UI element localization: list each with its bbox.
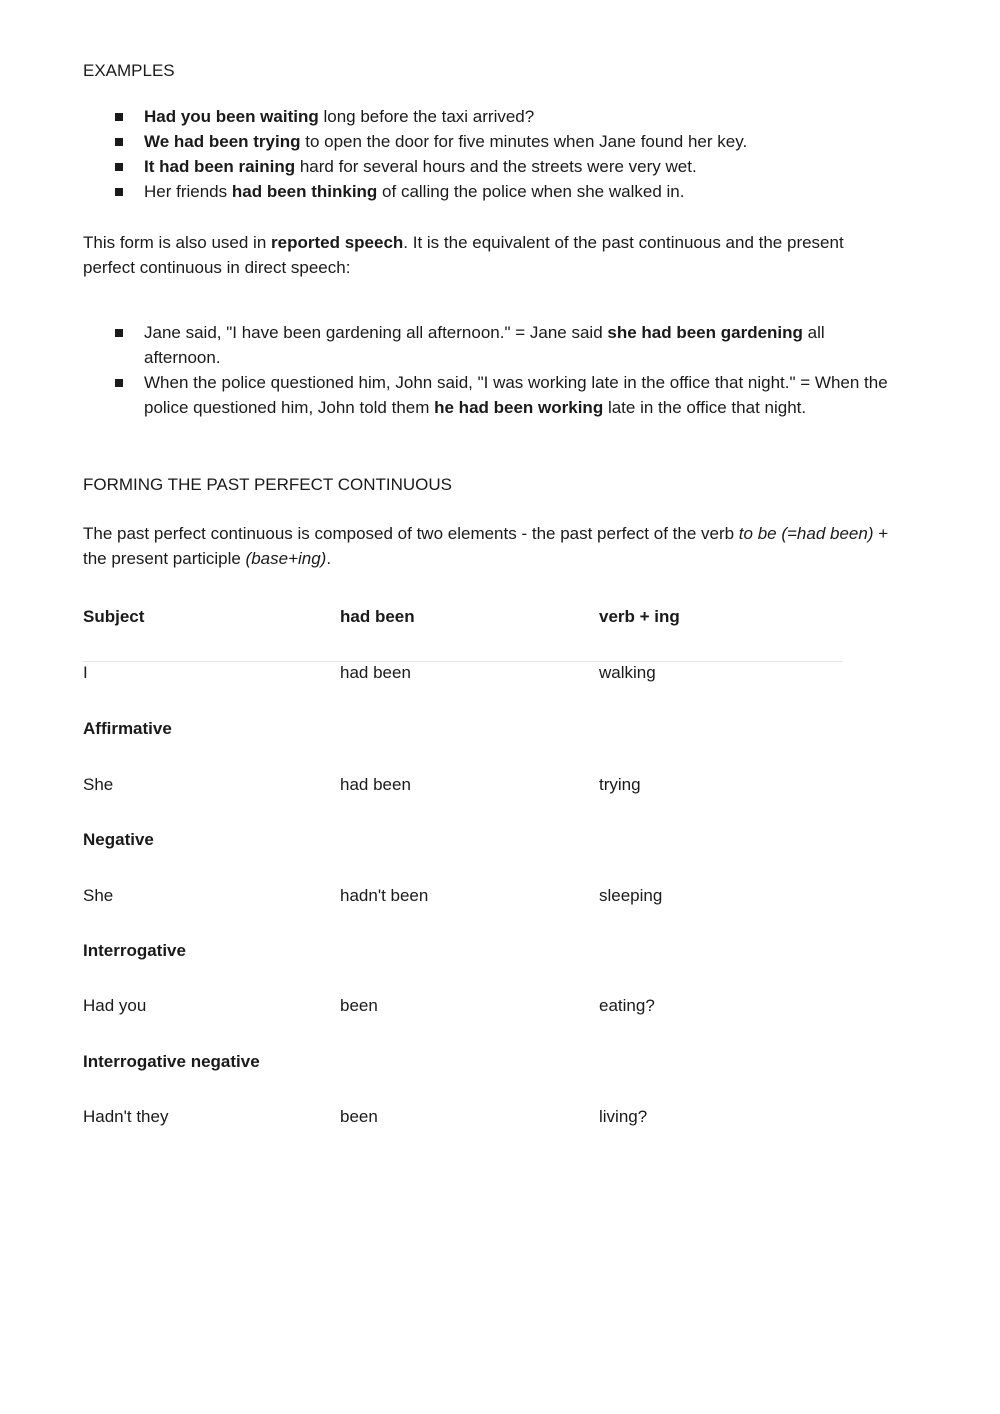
examples-heading: EXAMPLES [83, 61, 175, 80]
square-bullet-icon [115, 163, 123, 171]
list-item [110, 370, 900, 420]
text-run: Her friends [144, 182, 232, 201]
bold-text: had been thinking [231, 182, 378, 201]
section-label-negative: Negative [83, 830, 154, 849]
italic-text: (base+ing) [245, 549, 327, 568]
square-bullet-icon [115, 329, 123, 337]
table-row: She hadn't been sleeping [83, 886, 663, 905]
text-run: long before the taxi arrived? [318, 107, 535, 126]
square-bullet-icon [115, 379, 123, 387]
table-header-row [83, 604, 843, 629]
text-run: all afternoon. [144, 323, 825, 367]
bold-text: she had been gardening [607, 323, 803, 342]
section-label-interrogative: Interrogative [83, 941, 186, 960]
text-run: to open the door for five minutes when Jane found her key. [300, 132, 748, 151]
section-label-affirmative: Affirmative [83, 719, 172, 738]
text-run: hard for several hours and the streets were very wet. [295, 157, 697, 176]
forming-heading: FORMING THE PAST PERFECT CONTINUOUS [83, 475, 452, 494]
table-row: Had you been eating? [83, 996, 655, 1015]
square-bullet-icon [115, 113, 123, 121]
bold-text: he had been working [434, 398, 604, 417]
examples-list [110, 104, 910, 204]
bold-text: It had been raining [144, 157, 296, 176]
square-bullet-icon [115, 138, 123, 146]
list-item [110, 154, 910, 179]
text-run: . [326, 549, 332, 568]
text-run: The past perfect continuous is composed of two elements - the past perfect of the verb [83, 524, 739, 543]
header-had-been: had been [340, 607, 415, 626]
square-bullet-icon [115, 188, 123, 196]
text-run: of calling the police when she walked in. [377, 182, 685, 201]
forming-paragraph [83, 521, 903, 571]
table-row: She had been trying [83, 775, 641, 794]
bold-text: Had you been waiting [144, 107, 319, 126]
text-run: This form is also used in [83, 233, 272, 252]
header-subject: Subject [83, 607, 145, 626]
bold-text: reported speech [271, 233, 404, 252]
list-item [110, 320, 900, 370]
list-item [110, 179, 910, 204]
text-run: . It is the equivalent of the past continuous and the present perfect continuous in direct speech: [83, 233, 844, 277]
reported-speech-paragraph [83, 230, 873, 280]
table-row: Hadn't they been living? [83, 1107, 648, 1126]
italic-text: to be (=had been) [738, 524, 874, 543]
section-label-interrogative-negative: Interrogative negative [83, 1052, 260, 1071]
header-verb-ing: verb + ing [599, 607, 680, 626]
text-run: late in the office that night. [603, 398, 807, 417]
list-item [110, 129, 910, 154]
reported-speech-list [110, 320, 900, 420]
text-run: + the present participle [83, 524, 889, 568]
text-run: When the police questioned him, John said, "I was working late in the office that night." = When the police questioned him, John told them [144, 373, 888, 417]
table-row: I had been walking [83, 663, 656, 682]
bold-text: We had been trying [144, 132, 301, 151]
list-item [110, 104, 910, 129]
text-run: Jane said, "I have been gardening all afternoon." = Jane said [144, 323, 608, 342]
